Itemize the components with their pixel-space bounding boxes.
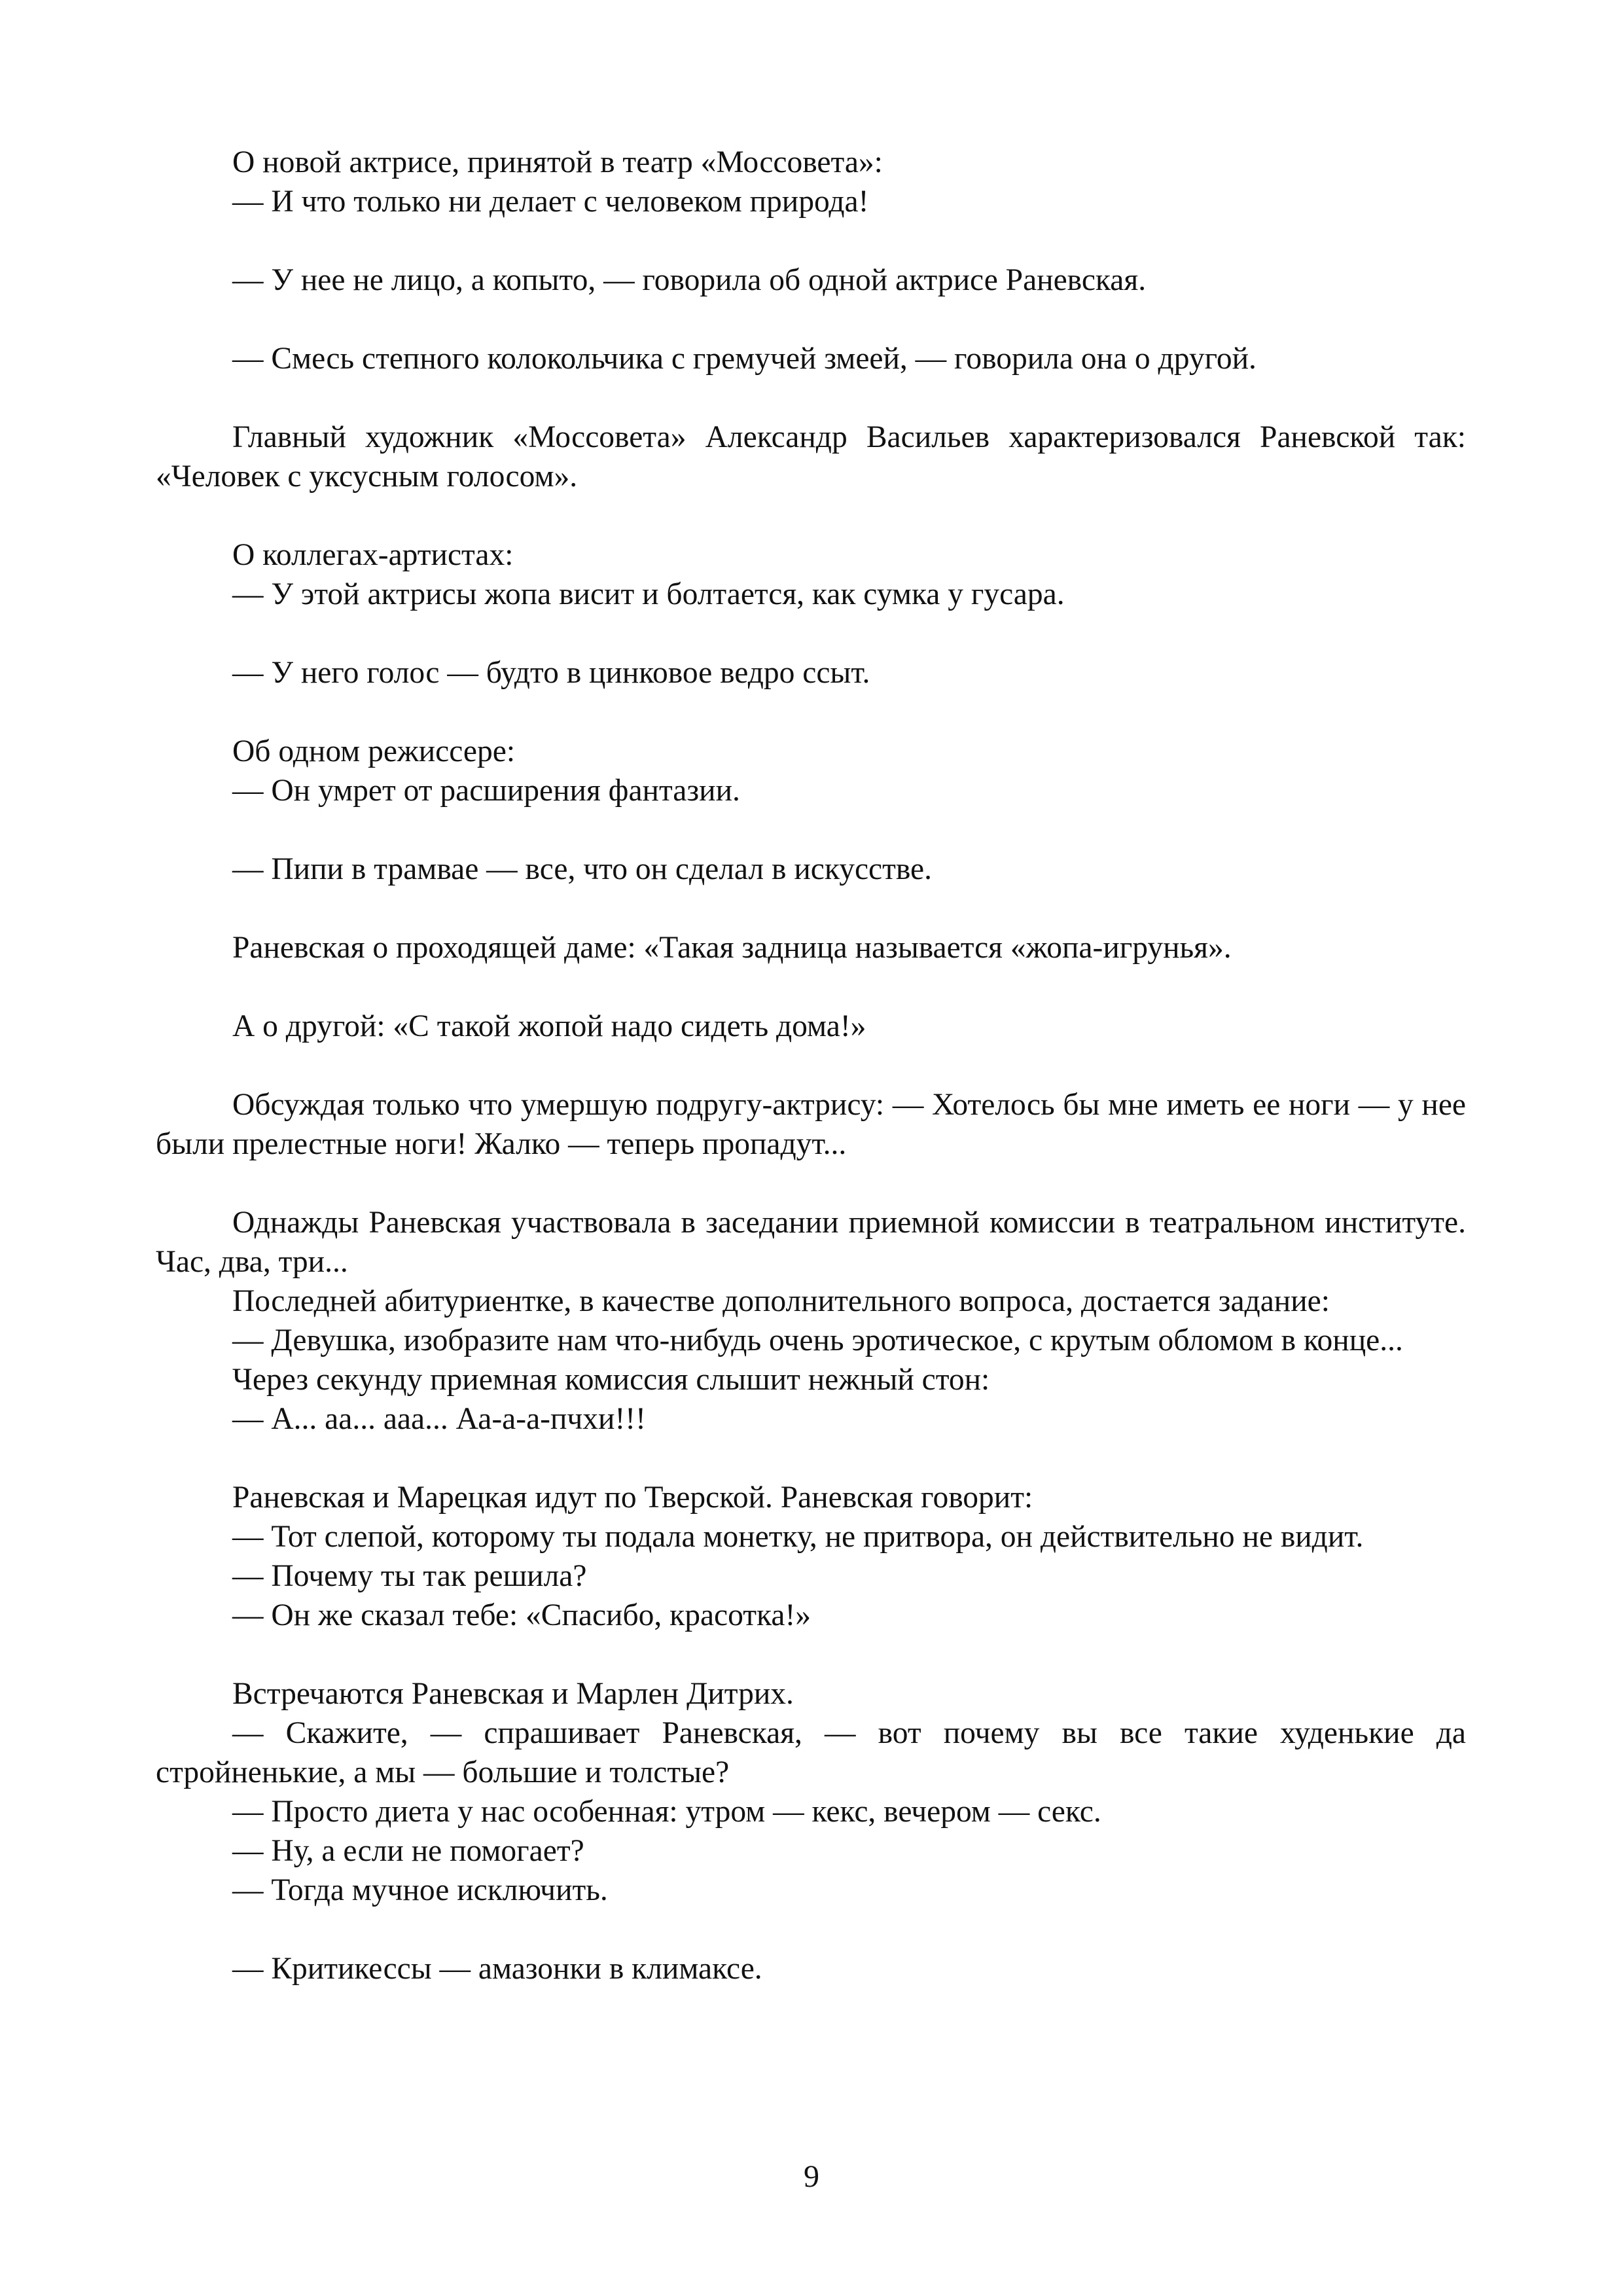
text-line: Раневская и Марецкая идут по Тверской. Раневская говорит: — [232, 1480, 1033, 1515]
text-line: — Ну, а если не помогает? — [232, 1834, 584, 1868]
paragraph-gap — [156, 1910, 1466, 1949]
paragraph-gap — [156, 1635, 1466, 1674]
text-line: — У него голос — будто в цинковое ведро ссыт. — [232, 656, 870, 690]
text-block — [156, 1203, 1466, 1439]
text-line: — Тогда мучное исключить. — [232, 1873, 608, 1907]
paragraph-gap — [156, 614, 1466, 653]
text-line: Однажды Раневская участвовала в заседании приемной комиссии в театральном институте. Час, два, три... — [156, 1206, 1466, 1279]
text-line: Последней абитуриентке, в качестве дополнительного вопроса, достается задание: — [232, 1284, 1330, 1318]
text-line: — Девушка, изобразите нам что-нибудь очень эротическое, с крутым обломом в конце... — [232, 1323, 1403, 1357]
text-block — [156, 339, 1466, 378]
page-number: 9 — [804, 2159, 819, 2194]
paragraph-gap — [156, 378, 1466, 418]
text-line: — Скажите, — спрашивает Раневская, — вот почему вы все такие худенькие да стройненькие, а мы — большие и толстые? — [156, 1716, 1466, 1789]
text-line: Раневская о проходящей даме: «Такая задница называется «жопа-игрунья». — [232, 931, 1232, 965]
paragraph-gap — [156, 692, 1466, 732]
text-block — [156, 850, 1466, 889]
text-block — [156, 1949, 1466, 1988]
paragraph-gap — [156, 1439, 1466, 1478]
text-block — [156, 1674, 1466, 1910]
text-line: Об одном режиссере: — [232, 734, 516, 768]
text-block — [156, 1478, 1466, 1635]
text-line: — А... аа... ааа... Аа-а-а-пчхи!!! — [232, 1402, 646, 1436]
text-block — [156, 1007, 1466, 1046]
paragraph-gap — [156, 967, 1466, 1007]
text-line: — Критикессы — амазонки в климаксе. — [232, 1952, 762, 1986]
text-line: Через секунду приемная комиссия слышит нежный стон: — [232, 1363, 990, 1397]
paragraph-gap — [156, 810, 1466, 850]
text-line: — Он умрет от расширения фантазии. — [232, 774, 740, 808]
text-block — [156, 143, 1466, 221]
text-block — [156, 418, 1466, 496]
text-block — [156, 1085, 1466, 1164]
page-body — [156, 143, 1466, 1988]
text-block — [156, 653, 1466, 692]
text-line: — Просто диета у нас особенная: утром — кекс, вечером — секс. — [232, 1795, 1101, 1829]
text-block — [156, 732, 1466, 810]
paragraph-gap — [156, 1046, 1466, 1085]
text-block — [156, 535, 1466, 614]
text-line: — И что только ни делает с человеком природа! — [232, 185, 869, 219]
paragraph-gap — [156, 221, 1466, 260]
text-line: Обсуждая только что умершую подругу-актрису: — Хотелось бы мне иметь ее ноги — у нее были прелестные ноги! Жалко — теперь пропадут... — [156, 1088, 1466, 1161]
text-line: О новой актрисе, принятой в театр «Моссовета»: — [232, 145, 883, 179]
text-line: — У этой актрисы жопа висит и болтается, как сумка у гусара. — [232, 577, 1065, 611]
text-line: О коллегах-артистах: — [232, 538, 514, 572]
text-line: Главный художник «Моссовета» Александр Васильев характеризовался Раневской так: «Человек с уксусным голосом». — [156, 420, 1466, 493]
text-line: А о другой: «С такой жопой надо сидеть дома!» — [232, 1009, 866, 1043]
text-line: — Почему ты так решила? — [232, 1559, 587, 1593]
paragraph-gap — [156, 1164, 1466, 1203]
text-line: — Он же сказал тебе: «Спасибо, красотка!» — [232, 1598, 812, 1632]
paragraph-gap — [156, 300, 1466, 339]
paragraph-gap — [156, 889, 1466, 928]
text-block — [156, 260, 1466, 300]
text-block — [156, 928, 1466, 967]
text-line: — Тот слепой, которому ты подала монетку, не притвора, он действительно не видит. — [232, 1520, 1364, 1554]
text-line: — Пипи в трамвае — все, что он сделал в искусстве. — [232, 852, 933, 886]
text-line: Встречаются Раневская и Марлен Дитрих. — [232, 1677, 794, 1711]
paragraph-gap — [156, 496, 1466, 535]
text-line: — Смесь степного колокольчика с гремучей змеей, — говорила она о другой. — [232, 342, 1257, 376]
text-line: — У нее не лицо, а копыто, — говорила об одной актрисе Раневская. — [232, 263, 1147, 297]
